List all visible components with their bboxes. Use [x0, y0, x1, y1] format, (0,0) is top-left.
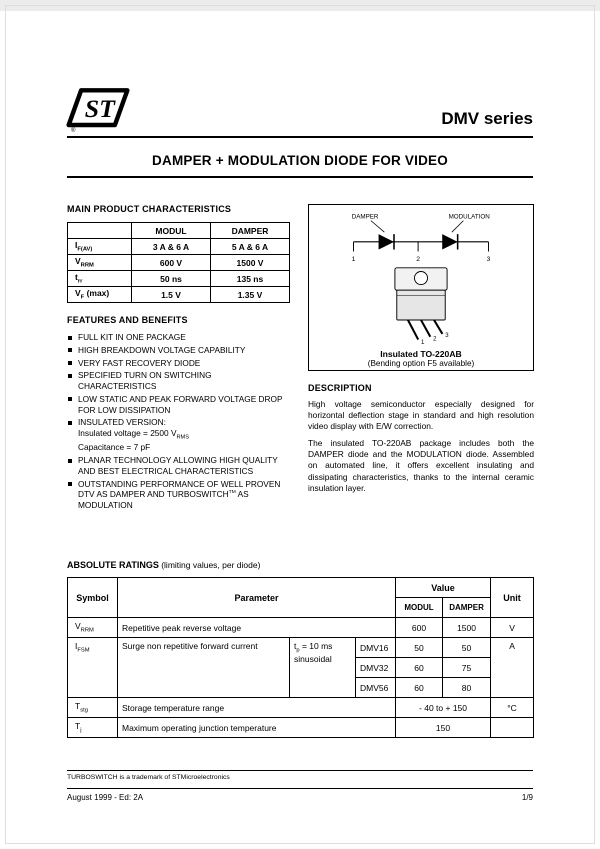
damper-cell: 135 ns: [211, 271, 290, 287]
header-rule: [67, 136, 533, 138]
registered-trademark-mark: ®: [71, 128, 76, 134]
symbol-cell: $T_j$: [68, 718, 118, 738]
header-parameter: Parameter: [118, 578, 396, 618]
modul-cell: 600 V: [132, 255, 211, 271]
right-column: [308, 204, 534, 494]
svg-text:1: 1: [421, 340, 425, 347]
char-corner-cell: [68, 223, 132, 239]
left-column: [67, 204, 301, 513]
value-cell: 150: [396, 718, 491, 738]
main-characteristics-table: [67, 222, 290, 303]
table-row: [68, 255, 290, 271]
header-damper: DAMPER: [443, 598, 491, 618]
table-row: [68, 239, 290, 255]
damper-cell: 1500 V: [211, 255, 290, 271]
trademark-note: TURBOSWITCH is a trademark of STMicroelectronics: [67, 774, 230, 781]
ratings-header-row: [68, 578, 534, 598]
table-row: [68, 287, 290, 303]
header-symbol: Symbol: [68, 578, 118, 618]
absolute-ratings-table: [67, 577, 534, 738]
feature-item: FULL KIT IN ONE PACKAGE: [67, 332, 285, 343]
feature-item: SPECIFIED TURN ON SWITCHING CHARACTERISTICS: [67, 370, 285, 392]
modul-cell: 3 A & 6 A: [132, 239, 211, 255]
svg-text:3: 3: [445, 332, 449, 339]
package-caption: Insulated TO-220AB: [380, 349, 462, 359]
parameter-cell: Storage temperature range: [118, 698, 396, 718]
series-title: DMV series: [441, 109, 533, 128]
damper-value: 75: [443, 658, 491, 678]
modul-value: 60: [396, 658, 443, 678]
symbol-cell: $V_F$ (max): [68, 287, 132, 303]
feature-item: PLANAR TECHNOLOGY ALLOWING HIGH QUALITY AND BEST ELECTRICAL CHARACTERISTICS: [67, 455, 285, 477]
absolute-ratings-heading: ABSOLUTE RATINGS (limiting values, per diode): [67, 560, 261, 570]
parameter-cell: Maximum operating junction temperature: [118, 718, 396, 738]
damper-value: 50: [443, 638, 491, 658]
title-rule: [67, 176, 533, 178]
damper-value: 1500: [443, 618, 491, 638]
unit-cell: V: [491, 618, 534, 638]
features-list: [67, 332, 285, 511]
svg-text:1: 1: [351, 256, 356, 264]
parameter-cell: Surge non repetitive forward current: [118, 638, 290, 698]
diode-schematic: [322, 210, 520, 264]
feature-item: HIGH BREAKDOWN VOLTAGE CAPABILITY: [67, 345, 285, 356]
device-cell: DMV32: [356, 658, 396, 678]
symbol-cell: $T_{stg}$: [68, 698, 118, 718]
table-row-tstg: [68, 698, 534, 718]
svg-text:2: 2: [416, 256, 420, 264]
char-col-damper: DAMPER: [211, 223, 290, 239]
modul-value: 60: [396, 678, 443, 698]
scan-edge-top: [0, 0, 600, 11]
header-unit: Unit: [491, 578, 534, 618]
feature-item-insulated: INSULATED VERSION: Insulated voltage = 2500 $V_{RMS}$ Capacitance = 7 pF: [67, 417, 285, 453]
features-heading: FEATURES AND BENEFITS: [67, 315, 188, 325]
unit-cell: °C: [491, 698, 534, 718]
modul-value: 50: [396, 638, 443, 658]
footer-date-edition: August 1999 - Ed: 2A: [67, 793, 144, 802]
table-row-vrrm: [68, 618, 534, 638]
modul-cell: 50 ns: [132, 271, 211, 287]
feature-item: LOW STATIC AND PEAK FORWARD VOLTAGE DROP FOR LOW DISSIPATION: [67, 394, 285, 416]
symbol-cell: $I_{F(AV)}$: [68, 239, 132, 255]
table-row: [68, 271, 290, 287]
unit-cell: [491, 718, 534, 738]
modul-cell: 1.5 V: [132, 287, 211, 303]
feature-item-turboswitch: OUTSTANDING PERFORMANCE OF WELL PROVEN DTV AS DAMPER AND TURBOSWITCH™ AS MODULATION: [67, 479, 285, 511]
main-characteristics-heading: MAIN PRODUCT CHARACTERISTICS: [67, 204, 232, 214]
symbol-cell: $t_{rr}$: [68, 271, 132, 287]
footer-rule-1: [67, 770, 533, 771]
footer-page-number: 1/9: [521, 793, 533, 802]
char-header-row: [68, 223, 290, 239]
damper-value: 80: [443, 678, 491, 698]
description-heading: DESCRIPTION: [308, 383, 372, 393]
table-row-ifsm-dmv16: [68, 638, 534, 658]
header-value: Value: [396, 578, 491, 598]
feature-item: VERY FAST RECOVERY DIODE: [67, 358, 285, 369]
char-col-modul: MODUL: [132, 223, 211, 239]
device-cell: DMV56: [356, 678, 396, 698]
symbol-cell: $V_{RRM}$: [68, 618, 118, 638]
to220-package-drawing: [373, 265, 469, 347]
description-paragraph-2: The insulated TO-220AB package includes both the DAMPER diode and the MODULATION diode. Assembled on automated line, it offers excellent insulating and dissipating characteristics, thanks to the internal ceramic insulation layer.: [308, 438, 534, 493]
package-caption-sub: (Bending option F5 available): [367, 359, 475, 368]
device-cell: DMV16: [356, 638, 396, 658]
condition-cell: $t_p = 10$ ms sinusoidal: [290, 638, 356, 698]
unit-cell: A: [491, 638, 534, 698]
symbol-cell: $I_{FSM}$: [68, 638, 118, 698]
parameter-cell: Repetitive peak reverse voltage: [118, 618, 396, 638]
symbol-cell: $V_{RRM}$: [68, 255, 132, 271]
header-modul: MODUL: [396, 598, 443, 618]
damper-cell: 5 A & 6 A: [211, 239, 290, 255]
svg-text:DAMPER: DAMPER: [351, 213, 379, 221]
footer-rule-2: [67, 788, 533, 789]
svg-text:2: 2: [433, 336, 437, 343]
modul-value: 600: [396, 618, 443, 638]
page-title: DAMPER + MODULATION DIODE FOR VIDEO: [152, 153, 448, 168]
package-box: [308, 204, 534, 371]
damper-cell: 1.35 V: [211, 287, 290, 303]
svg-text:3: 3: [486, 256, 491, 264]
svg-text:ST: ST: [84, 94, 115, 123]
description-paragraph-1: High voltage semiconductor especially designed for horizontal deflection stage in standard and high resolution video display with E/W correction.: [308, 399, 534, 432]
value-cell: - 40 to + 150: [396, 698, 491, 718]
table-row-tj: [68, 718, 534, 738]
svg-text:MODULATION: MODULATION: [448, 213, 490, 221]
absolute-ratings-section: [67, 560, 533, 738]
